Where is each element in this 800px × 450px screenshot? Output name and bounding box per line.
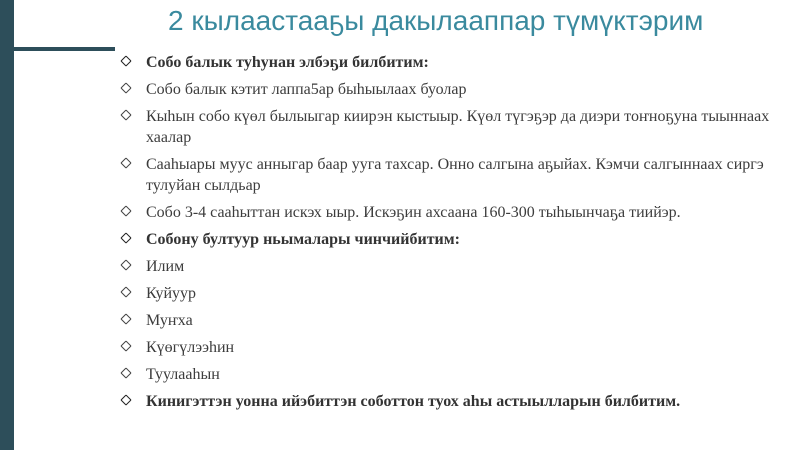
list-item-text: Күөгүлээһин: [146, 339, 235, 356]
list-item: [122, 283, 782, 304]
bullet-diamond-icon: [122, 337, 146, 358]
list-item-text: Собо 3-4 сааһыттан искэх ыыр. Искэҕин ахсаана 160-300 тыһыынчаҕа тиийэр.: [146, 204, 681, 221]
list-item-text: Сааһыары муус анныгар баар ууга тахсар. Онно салгына аҕыйах. Кэмчи салгыннаах сиргэ тулуйан сылдьар: [146, 156, 764, 194]
bullet-diamond-icon: [122, 79, 146, 100]
bullet-diamond-icon: [122, 364, 146, 385]
list-item-text: Куйуур: [146, 285, 197, 302]
list-item: [122, 229, 782, 250]
sidebar-stripe: [0, 0, 14, 450]
list-item: [122, 391, 782, 412]
list-item-text: Туулааһын: [146, 366, 220, 383]
list-item: [122, 202, 782, 223]
bullet-diamond-icon: [122, 391, 146, 412]
list-item: [122, 310, 782, 331]
title-accent-line: [0, 47, 115, 51]
list-item: [122, 79, 782, 100]
bullet-diamond-icon: [122, 256, 146, 277]
list-item-text: Собо балык туһунан элбэҕи билбитим:: [146, 54, 429, 71]
list-item-text: Собо балык кэтит лаппа5ар быһыылаах буолар: [146, 81, 467, 98]
list-item: [122, 256, 782, 277]
bullet-diamond-icon: [122, 154, 146, 175]
list-item-text: Собону бултуур ньымалары чинчийбитим:: [146, 231, 460, 248]
list-item: [122, 154, 782, 196]
slide-title: 2 кылаастааҕы дакылааппар түмүктэрим: [168, 5, 704, 36]
list-item: [122, 106, 782, 148]
list-item: [122, 364, 782, 385]
bullet-diamond-icon: [122, 106, 146, 127]
bullet-list: [122, 52, 782, 418]
bullet-diamond-icon: [122, 52, 146, 73]
list-item: [122, 337, 782, 358]
bullet-diamond-icon: [122, 229, 146, 250]
bullet-diamond-icon: [122, 283, 146, 304]
list-item-text: Кинигэттэн уонна ийэбиттэн соботтон туох аһы астыылларын билбитим.: [146, 393, 681, 410]
list-item-text: Илим: [146, 258, 185, 275]
list-item-text: Кыһын собо күөл былыыгар киирэн кыстыыр. Күөл түгэҕэр да диэри тоҥноҕуна тыыннаах хаалар: [146, 108, 770, 146]
bullet-diamond-icon: [122, 202, 146, 223]
list-item: [122, 52, 782, 73]
bullet-diamond-icon: [122, 310, 146, 331]
list-item-text: Муҥха: [146, 312, 193, 329]
